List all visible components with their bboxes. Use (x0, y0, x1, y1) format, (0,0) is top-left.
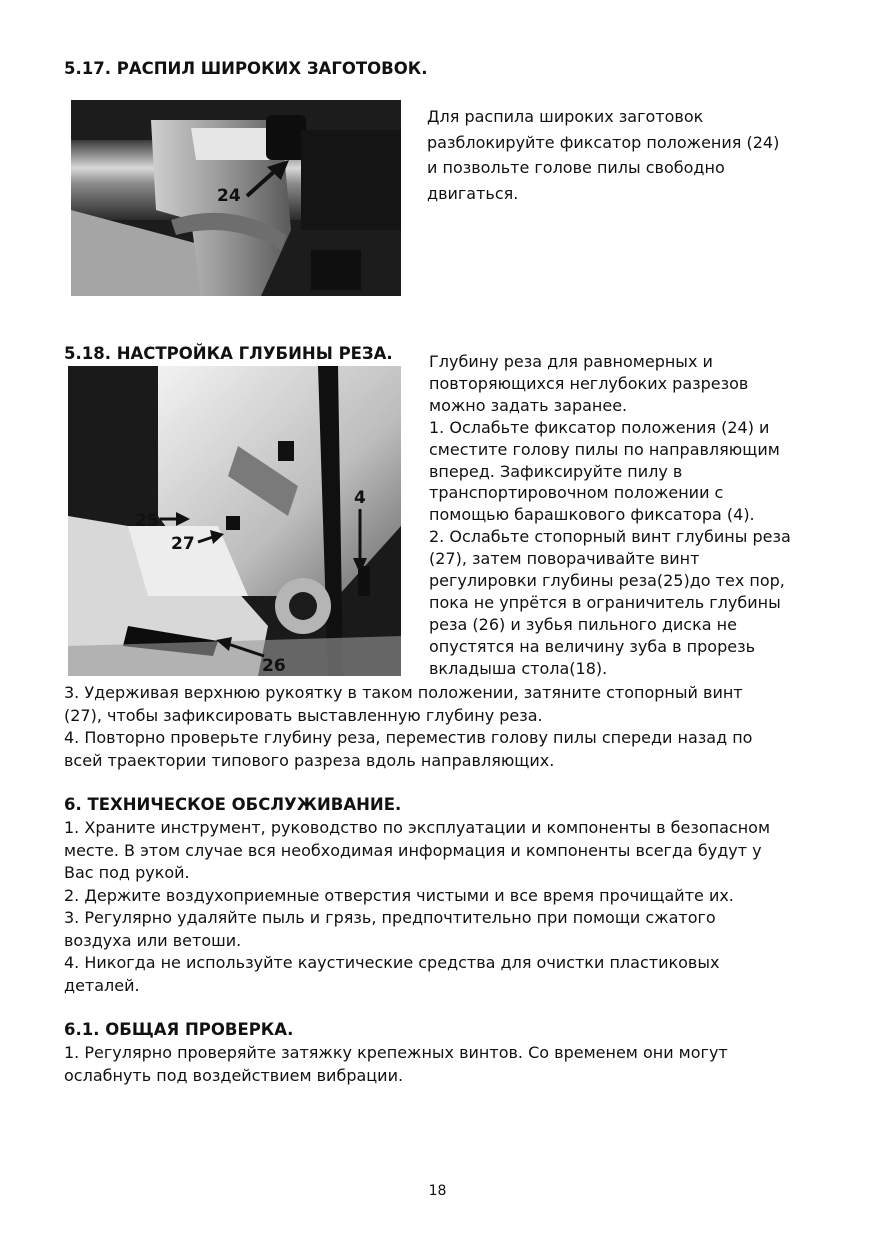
text-line: транспортировочном положении с (429, 483, 724, 503)
text-line: ослабнуть под воздействием вибрации. (64, 1065, 404, 1085)
section-6-heading: 6. ТЕХНИЧЕСКОЕ ОБСЛУЖИВАНИЕ. (64, 795, 402, 814)
text-line: Глубину реза для равномерных и (429, 352, 713, 371)
text-line: вкладыша стола(18). (429, 658, 608, 678)
text-line: 3. Удерживая верхнюю рукоятку в таком положении, затяните стопорный винт (64, 683, 743, 702)
text-line: 4. Никогда не используйте каустические средства для очистки пластиковых (64, 953, 720, 972)
text-line: пока не упрётся в ограничитель глубины (429, 592, 781, 612)
text-line: 1. Регулярно проверяйте затяжку крепежных винтов. Со временем они могут (64, 1043, 728, 1062)
text-line: всей траектории типового разреза вдоль направляющих. (64, 750, 555, 770)
section-5-17-heading: 5.17. РАСПИЛ ШИРОКИХ ЗАГОТОВОК. (64, 59, 428, 78)
text-line: реза (26) и зубья пильного диска не (429, 614, 737, 634)
callout-27: 27 (171, 534, 195, 554)
callout-26: 26 (262, 656, 286, 676)
text-line: 2. Ослабьте стопорный винт глубины реза (429, 527, 791, 547)
section-5-17-photo (71, 100, 401, 296)
text-line: можно задать заранее. (429, 395, 628, 415)
section-6-text (64, 817, 770, 997)
text-line: (27), затем поворачивайте винт (429, 549, 700, 569)
text-line: Для распила широких заготовок (427, 107, 704, 126)
text-line: повторяющихся неглубоких разрезов (429, 373, 749, 393)
text-line: вперед. Зафиксируйте пилу в (429, 461, 683, 481)
text-line: регулировки глубины реза(25)до тех пор, (429, 571, 785, 591)
section-5-18-photo (68, 366, 401, 676)
callout-25: 25 (135, 511, 159, 531)
text-line: разблокируйте фиксатор положения (24) (427, 132, 780, 152)
section-5-18-side-text (429, 351, 791, 680)
text-line: 1. Ослабьте фиксатор положения (24) и (429, 417, 770, 437)
text-line: месте. В этом случае вся необходимая информация и компоненты всегда будут у (64, 840, 762, 860)
section-5-18-heading: 5.18. НАСТРОЙКА ГЛУБИНЫ РЕЗА. (64, 344, 393, 363)
section-6-1-text (64, 1042, 728, 1087)
section-5-17-text (427, 104, 779, 206)
callout-4: 4 (354, 488, 366, 508)
text-line: двигаться. (427, 183, 519, 203)
text-line: помощью барашкового фиксатора (4). (429, 505, 755, 525)
text-line: 2. Держите воздухоприемные отверстия чистыми и все время прочищайте их. (64, 885, 734, 905)
text-line: (27), чтобы зафиксировать выставленную глубину реза. (64, 705, 543, 725)
text-line: 1. Храните инструмент, руководство по эксплуатации и компоненты в безопасном (64, 818, 771, 837)
text-line: Вас под рукой. (64, 863, 190, 882)
text-line: сместите голову пилы по направляющим (429, 439, 780, 459)
section-5-18-full-text (64, 682, 752, 772)
text-line: 4. Повторно проверьте глубину реза, переместив голову пилы спереди назад по (64, 728, 753, 747)
text-line: и позвольте голове пилы свободно (427, 158, 725, 177)
text-line: воздуха или ветоши. (64, 930, 242, 950)
callout-24: 24 (217, 186, 241, 206)
section-6-1-heading: 6.1. ОБЩАЯ ПРОВЕРКА. (64, 1020, 294, 1039)
page-number: 18 (428, 1183, 447, 1199)
text-line: деталей. (64, 975, 140, 995)
text-line: опустятся на величину зуба в прорезь (429, 636, 755, 656)
text-line: 3. Регулярно удаляйте пыль и грязь, предпочтительно при помощи сжатого (64, 908, 716, 927)
